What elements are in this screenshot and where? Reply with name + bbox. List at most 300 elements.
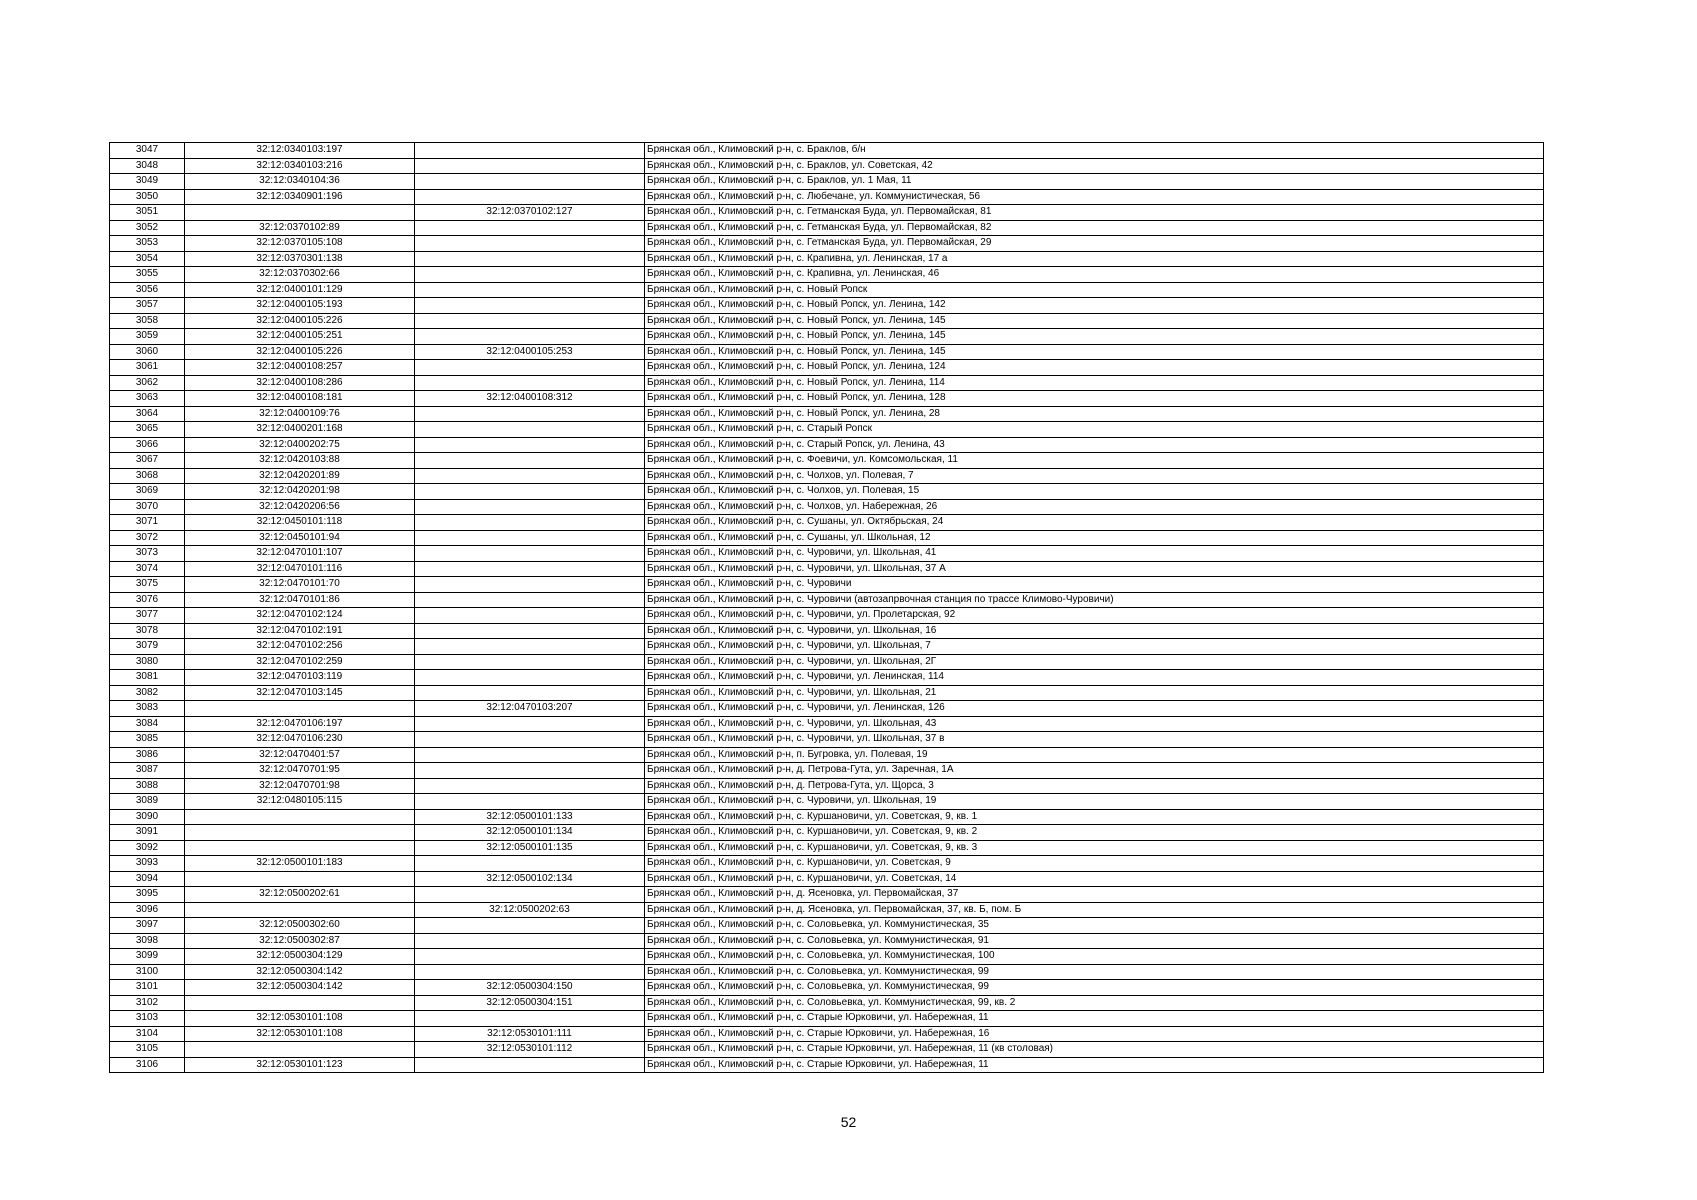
table-row (110, 515, 1544, 531)
address-cell: Брянская обл., Климовский р-н, с. Новый Ропск, ул. Ленина, 114 (645, 375, 1544, 391)
address-cell: Брянская обл., Климовский р-н, с. Чолхов, ул. Полевая, 15 (645, 484, 1544, 500)
cadastral-number-cell: 32:12:0470101:86 (185, 592, 415, 608)
row-number-cell: 3055 (110, 267, 185, 283)
address-cell: Брянская обл., Климовский р-н, с. Гетманская Буда, ул. Первомайская, 82 (645, 220, 1544, 236)
address-cell: Брянская обл., Климовский р-н, с. Соловьевка, ул. Коммунистическая, 100 (645, 949, 1544, 965)
row-number-cell: 3062 (110, 375, 185, 391)
address-cell: Брянская обл., Климовский р-н, с. Фоевичи, ул. Комсомольская, 11 (645, 453, 1544, 469)
row-number-cell: 3099 (110, 949, 185, 965)
table-row (110, 375, 1544, 391)
table-row (110, 732, 1544, 748)
table-row (110, 747, 1544, 763)
related-cadastral-number-cell (415, 639, 645, 655)
table-row (110, 639, 1544, 655)
address-cell: Брянская обл., Климовский р-н, с. Новый Ропск, ул. Ленина, 124 (645, 360, 1544, 376)
table-row (110, 143, 1544, 159)
cadastral-number-cell: 32:12:0400108:286 (185, 375, 415, 391)
related-cadastral-number-cell: 32:12:0500101:133 (415, 809, 645, 825)
cadastral-number-cell: 32:12:0470701:98 (185, 778, 415, 794)
related-cadastral-number-cell (415, 484, 645, 500)
related-cadastral-number-cell (415, 453, 645, 469)
row-number-cell: 3053 (110, 236, 185, 252)
cadastral-number-cell: 32:12:0450101:118 (185, 515, 415, 531)
related-cadastral-number-cell: 32:12:0400105:253 (415, 344, 645, 360)
address-cell: Брянская обл., Климовский р-н, с. Старый Ропск (645, 422, 1544, 438)
related-cadastral-number-cell (415, 716, 645, 732)
table-row (110, 406, 1544, 422)
table-row (110, 871, 1544, 887)
row-number-cell: 3070 (110, 499, 185, 515)
cadastral-number-cell (185, 205, 415, 221)
table-row (110, 763, 1544, 779)
address-cell: Брянская обл., Климовский р-н, с. Чуровичи, ул. Школьная, 16 (645, 623, 1544, 639)
address-cell: Брянская обл., Климовский р-н, п. Бугровка, ул. Полевая, 19 (645, 747, 1544, 763)
cadastral-number-cell (185, 825, 415, 841)
row-number-cell: 3071 (110, 515, 185, 531)
table-row (110, 499, 1544, 515)
row-number-cell: 3054 (110, 251, 185, 267)
related-cadastral-number-cell: 32:12:0530101:111 (415, 1026, 645, 1042)
table-row (110, 484, 1544, 500)
table-row (110, 174, 1544, 190)
address-cell: Брянская обл., Климовский р-н, с. Сушаны, ул. Школьная, 12 (645, 530, 1544, 546)
table-row (110, 1042, 1544, 1058)
table-row (110, 840, 1544, 856)
row-number-cell: 3051 (110, 205, 185, 221)
related-cadastral-number-cell (415, 685, 645, 701)
address-cell: Брянская обл., Климовский р-н, с. Соловьевка, ул. Коммунистическая, 99 (645, 964, 1544, 980)
cadastral-number-cell: 32:12:0470101:107 (185, 546, 415, 562)
related-cadastral-number-cell (415, 360, 645, 376)
row-number-cell: 3105 (110, 1042, 185, 1058)
related-cadastral-number-cell (415, 298, 645, 314)
address-cell: Брянская обл., Климовский р-н, с. Новый Ропск, ул. Ленина, 145 (645, 313, 1544, 329)
address-cell: Брянская обл., Климовский р-н, с. Чуровичи (645, 577, 1544, 593)
address-cell: Брянская обл., Климовский р-н, с. Соловьевка, ул. Коммунистическая, 35 (645, 918, 1544, 934)
cadastral-number-cell: 32:12:0470106:230 (185, 732, 415, 748)
row-number-cell: 3082 (110, 685, 185, 701)
cadastral-number-cell: 32:12:0340104:36 (185, 174, 415, 190)
related-cadastral-number-cell (415, 747, 645, 763)
address-cell: Брянская обл., Климовский р-н, с. Новый Ропск, ул. Ленина, 128 (645, 391, 1544, 407)
cadastral-number-cell: 32:12:0420206:56 (185, 499, 415, 515)
row-number-cell: 3064 (110, 406, 185, 422)
related-cadastral-number-cell: 32:12:0500304:150 (415, 980, 645, 996)
cadastral-number-cell: 32:12:0470102:124 (185, 608, 415, 624)
related-cadastral-number-cell (415, 329, 645, 345)
related-cadastral-number-cell (415, 251, 645, 267)
table-row (110, 468, 1544, 484)
table-row (110, 453, 1544, 469)
row-number-cell: 3069 (110, 484, 185, 500)
related-cadastral-number-cell: 32:12:0500202:63 (415, 902, 645, 918)
address-cell: Брянская обл., Климовский р-н, с. Браклов, ул. Советская, 42 (645, 158, 1544, 174)
row-number-cell: 3050 (110, 189, 185, 205)
address-cell: Брянская обл., Климовский р-н, с. Гетманская Буда, ул. Первомайская, 81 (645, 205, 1544, 221)
row-number-cell: 3096 (110, 902, 185, 918)
address-cell: Брянская обл., Климовский р-н, д. Ясеновка, ул. Первомайская, 37, кв. Б, пом. Б (645, 902, 1544, 918)
address-cell: Брянская обл., Климовский р-н, с. Чуровичи, ул. Школьная, 19 (645, 794, 1544, 810)
table-row (110, 933, 1544, 949)
row-number-cell: 3077 (110, 608, 185, 624)
table-row (110, 267, 1544, 283)
cadastral-number-cell: 32:12:0400108:181 (185, 391, 415, 407)
row-number-cell: 3078 (110, 623, 185, 639)
row-number-cell: 3095 (110, 887, 185, 903)
row-number-cell: 3056 (110, 282, 185, 298)
cadastral-number-cell: 32:12:0470102:259 (185, 654, 415, 670)
address-cell: Брянская обл., Климовский р-н, с. Сушаны, ул. Октябрьская, 24 (645, 515, 1544, 531)
row-number-cell: 3059 (110, 329, 185, 345)
table-row (110, 158, 1544, 174)
row-number-cell: 3087 (110, 763, 185, 779)
table-row (110, 220, 1544, 236)
cadastral-number-cell: 32:12:0370301:138 (185, 251, 415, 267)
table-row (110, 189, 1544, 205)
row-number-cell: 3089 (110, 794, 185, 810)
table-row (110, 623, 1544, 639)
related-cadastral-number-cell (415, 189, 645, 205)
cadastral-number-cell: 32:12:0500101:183 (185, 856, 415, 872)
row-number-cell: 3081 (110, 670, 185, 686)
cadastral-number-cell: 32:12:0340103:216 (185, 158, 415, 174)
cadastral-number-cell: 32:12:0470101:70 (185, 577, 415, 593)
cadastral-number-cell: 32:12:0420103:88 (185, 453, 415, 469)
row-number-cell: 3092 (110, 840, 185, 856)
table-row (110, 918, 1544, 934)
address-cell: Брянская обл., Климовский р-н, с. Чуровичи, ул. Пролетарская, 92 (645, 608, 1544, 624)
related-cadastral-number-cell (415, 1057, 645, 1073)
cadastral-number-cell: 32:12:0530101:123 (185, 1057, 415, 1073)
related-cadastral-number-cell: 32:12:0500304:151 (415, 995, 645, 1011)
row-number-cell: 3091 (110, 825, 185, 841)
related-cadastral-number-cell (415, 949, 645, 965)
table-row (110, 670, 1544, 686)
address-cell: Брянская обл., Климовский р-н, с. Новый Ропск, ул. Ленина, 145 (645, 329, 1544, 345)
related-cadastral-number-cell (415, 577, 645, 593)
related-cadastral-number-cell: 32:12:0530101:112 (415, 1042, 645, 1058)
related-cadastral-number-cell (415, 267, 645, 283)
row-number-cell: 3103 (110, 1011, 185, 1027)
table-row (110, 391, 1544, 407)
related-cadastral-number-cell (415, 282, 645, 298)
cadastral-number-cell: 32:12:0420201:89 (185, 468, 415, 484)
row-number-cell: 3058 (110, 313, 185, 329)
row-number-cell: 3100 (110, 964, 185, 980)
address-cell: Брянская обл., Климовский р-н, с. Соловьевка, ул. Коммунистическая, 99, кв. 2 (645, 995, 1544, 1011)
address-cell: Брянская обл., Климовский р-н, с. Новый Ропск (645, 282, 1544, 298)
row-number-cell: 3067 (110, 453, 185, 469)
address-cell: Брянская обл., Климовский р-н, д. Петрова-Гута, ул. Щорса, 3 (645, 778, 1544, 794)
address-cell: Брянская обл., Климовский р-н, с. Новый Ропск, ул. Ленина, 142 (645, 298, 1544, 314)
row-number-cell: 3098 (110, 933, 185, 949)
row-number-cell: 3075 (110, 577, 185, 593)
related-cadastral-number-cell: 32:12:0500101:135 (415, 840, 645, 856)
cadastral-number-cell: 32:12:0400105:193 (185, 298, 415, 314)
row-number-cell: 3104 (110, 1026, 185, 1042)
related-cadastral-number-cell: 32:12:0500101:134 (415, 825, 645, 841)
cadastral-number-cell (185, 701, 415, 717)
address-cell: Брянская обл., Климовский р-н, с. Куршановичи, ул. Советская, 9, кв. 2 (645, 825, 1544, 841)
row-number-cell: 3101 (110, 980, 185, 996)
address-cell: Брянская обл., Климовский р-н, д. Ясеновка, ул. Первомайская, 37 (645, 887, 1544, 903)
table-row (110, 360, 1544, 376)
table-row (110, 546, 1544, 562)
cadastral-number-cell: 32:12:0400109:76 (185, 406, 415, 422)
address-cell: Брянская обл., Климовский р-н, с. Чолхов, ул. Набережная, 26 (645, 499, 1544, 515)
related-cadastral-number-cell (415, 546, 645, 562)
row-number-cell: 3048 (110, 158, 185, 174)
address-cell: Брянская обл., Климовский р-н, с. Куршановичи, ул. Советская, 9 (645, 856, 1544, 872)
table-row (110, 251, 1544, 267)
cadastral-table (109, 142, 1544, 1073)
row-number-cell: 3060 (110, 344, 185, 360)
related-cadastral-number-cell (415, 236, 645, 252)
cadastral-number-cell: 32:12:0470103:119 (185, 670, 415, 686)
table-row (110, 654, 1544, 670)
related-cadastral-number-cell (415, 499, 645, 515)
address-cell: Брянская обл., Климовский р-н, с. Чуровичи, ул. Школьная, 7 (645, 639, 1544, 655)
table-row (110, 825, 1544, 841)
cadastral-number-cell: 32:12:0470101:116 (185, 561, 415, 577)
address-cell: Брянская обл., Климовский р-н, с. Новый Ропск, ул. Ленина, 145 (645, 344, 1544, 360)
table-row (110, 592, 1544, 608)
cadastral-number-cell (185, 809, 415, 825)
row-number-cell: 3094 (110, 871, 185, 887)
cadastral-number-cell: 32:12:0400105:226 (185, 344, 415, 360)
page-number: 52 (840, 1114, 857, 1130)
table-row (110, 422, 1544, 438)
address-cell: Брянская обл., Климовский р-н, с. Крапивна, ул. Ленинская, 17 а (645, 251, 1544, 267)
cadastral-number-cell: 32:12:0480105:115 (185, 794, 415, 810)
address-cell: Брянская обл., Климовский р-н, с. Гетманская Буда, ул. Первомайская, 29 (645, 236, 1544, 252)
row-number-cell: 3052 (110, 220, 185, 236)
row-number-cell: 3090 (110, 809, 185, 825)
address-cell: Брянская обл., Климовский р-н, с. Куршановичи, ул. Советская, 9, кв. 3 (645, 840, 1544, 856)
related-cadastral-number-cell: 32:12:0400108:312 (415, 391, 645, 407)
table-row (110, 329, 1544, 345)
table-row (110, 205, 1544, 221)
address-cell: Брянская обл., Климовский р-н, с. Старые Юрковичи, ул. Набережная, 11 (645, 1011, 1544, 1027)
related-cadastral-number-cell (415, 918, 645, 934)
table-row (110, 949, 1544, 965)
table-row (110, 685, 1544, 701)
table-row (110, 809, 1544, 825)
row-number-cell: 3049 (110, 174, 185, 190)
row-number-cell: 3073 (110, 546, 185, 562)
cadastral-number-cell: 32:12:0470701:95 (185, 763, 415, 779)
table-row (110, 964, 1544, 980)
table-row (110, 282, 1544, 298)
related-cadastral-number-cell (415, 406, 645, 422)
related-cadastral-number-cell (415, 608, 645, 624)
row-number-cell: 3068 (110, 468, 185, 484)
table-row (110, 980, 1544, 996)
row-number-cell: 3093 (110, 856, 185, 872)
table-row (110, 1057, 1544, 1073)
address-cell: Брянская обл., Климовский р-н, с. Старые Юрковичи, ул. Набережная, 11 (кв столовая) (645, 1042, 1544, 1058)
related-cadastral-number-cell (415, 220, 645, 236)
table-row (110, 716, 1544, 732)
address-cell: Брянская обл., Климовский р-н, с. Крапивна, ул. Ленинская, 46 (645, 267, 1544, 283)
address-cell: Брянская обл., Климовский р-н, с. Чуровичи, ул. Школьная, 37 А (645, 561, 1544, 577)
related-cadastral-number-cell (415, 670, 645, 686)
related-cadastral-number-cell: 32:12:0500102:134 (415, 871, 645, 887)
address-cell: Брянская обл., Климовский р-н, с. Чуровичи, ул. Школьная, 37 в (645, 732, 1544, 748)
row-number-cell: 3072 (110, 530, 185, 546)
cadastral-number-cell: 32:12:0470106:197 (185, 716, 415, 732)
address-cell: Брянская обл., Климовский р-н, с. Чуровичи, ул. Школьная, 2Г (645, 654, 1544, 670)
related-cadastral-number-cell (415, 933, 645, 949)
address-cell: Брянская обл., Климовский р-н, с. Чуровичи, ул. Ленинская, 126 (645, 701, 1544, 717)
table-row (110, 778, 1544, 794)
row-number-cell: 3097 (110, 918, 185, 934)
related-cadastral-number-cell (415, 530, 645, 546)
address-cell: Брянская обл., Климовский р-н, с. Чуровичи, ул. Ленинская, 114 (645, 670, 1544, 686)
address-cell: Брянская обл., Климовский р-н, с. Чуровичи, ул. Школьная, 41 (645, 546, 1544, 562)
cadastral-number-cell: 32:12:0400105:251 (185, 329, 415, 345)
table-row (110, 1011, 1544, 1027)
related-cadastral-number-cell (415, 592, 645, 608)
cadastral-number-cell: 32:12:0530101:108 (185, 1011, 415, 1027)
row-number-cell: 3106 (110, 1057, 185, 1073)
table-row (110, 995, 1544, 1011)
related-cadastral-number-cell (415, 794, 645, 810)
address-cell: Брянская обл., Климовский р-н, с. Чолхов, ул. Полевая, 7 (645, 468, 1544, 484)
cadastral-number-cell: 32:12:0500302:87 (185, 933, 415, 949)
row-number-cell: 3079 (110, 639, 185, 655)
cadastral-number-cell (185, 902, 415, 918)
address-cell: Брянская обл., Климовский р-н, с. Куршановичи, ул. Советская, 9, кв. 1 (645, 809, 1544, 825)
table-body (110, 143, 1544, 1073)
address-cell: Брянская обл., Климовский р-н, с. Старый Ропск, ул. Ленина, 43 (645, 437, 1544, 453)
address-cell: Брянская обл., Климовский р-н, с. Куршановичи, ул. Советская, 14 (645, 871, 1544, 887)
related-cadastral-number-cell (415, 174, 645, 190)
cadastral-number-cell: 32:12:0450101:94 (185, 530, 415, 546)
row-number-cell: 3047 (110, 143, 185, 159)
address-cell: Брянская обл., Климовский р-н, с. Старые Юрковичи, ул. Набережная, 11 (645, 1057, 1544, 1073)
cadastral-number-cell: 32:12:0470103:145 (185, 685, 415, 701)
related-cadastral-number-cell (415, 654, 645, 670)
cadastral-number-cell: 32:12:0500202:61 (185, 887, 415, 903)
address-cell: Брянская обл., Климовский р-н, с. Чуровичи, ул. Школьная, 21 (645, 685, 1544, 701)
row-number-cell: 3102 (110, 995, 185, 1011)
cadastral-number-cell: 32:12:0500304:142 (185, 980, 415, 996)
cadastral-number-cell: 32:12:0470102:256 (185, 639, 415, 655)
row-number-cell: 3063 (110, 391, 185, 407)
cadastral-number-cell (185, 995, 415, 1011)
address-cell: Брянская обл., Климовский р-н, с. Браклов, б/н (645, 143, 1544, 159)
row-number-cell: 3080 (110, 654, 185, 670)
table-row (110, 530, 1544, 546)
table-row (110, 608, 1544, 624)
address-cell: Брянская обл., Климовский р-н, д. Петрова-Гута, ул. Заречная, 1А (645, 763, 1544, 779)
table-row (110, 561, 1544, 577)
table-row (110, 902, 1544, 918)
related-cadastral-number-cell (415, 468, 645, 484)
related-cadastral-number-cell (415, 887, 645, 903)
address-cell: Брянская обл., Климовский р-н, с. Браклов, ул. 1 Мая, 11 (645, 174, 1544, 190)
address-cell: Брянская обл., Климовский р-н, с. Старые Юрковичи, ул. Набережная, 16 (645, 1026, 1544, 1042)
related-cadastral-number-cell: 32:12:0470103:207 (415, 701, 645, 717)
related-cadastral-number-cell (415, 763, 645, 779)
related-cadastral-number-cell (415, 313, 645, 329)
row-number-cell: 3061 (110, 360, 185, 376)
cadastral-number-cell: 32:12:0400201:168 (185, 422, 415, 438)
cadastral-number-cell: 32:12:0420201:98 (185, 484, 415, 500)
cadastral-number-cell (185, 1042, 415, 1058)
table-row (110, 701, 1544, 717)
cadastral-number-cell: 32:12:0470102:191 (185, 623, 415, 639)
cadastral-number-cell: 32:12:0370105:108 (185, 236, 415, 252)
table-row (110, 577, 1544, 593)
related-cadastral-number-cell: 32:12:0370102:127 (415, 205, 645, 221)
cadastral-number-cell: 32:12:0530101:108 (185, 1026, 415, 1042)
table-row (110, 794, 1544, 810)
address-cell: Брянская обл., Климовский р-н, с. Соловьевка, ул. Коммунистическая, 91 (645, 933, 1544, 949)
cadastral-number-cell: 32:12:0400105:226 (185, 313, 415, 329)
address-cell: Брянская обл., Климовский р-н, с. Любечане, ул. Коммунистическая, 56 (645, 189, 1544, 205)
cadastral-number-cell (185, 871, 415, 887)
cadastral-number-cell: 32:12:0370302:66 (185, 267, 415, 283)
table-row (110, 1026, 1544, 1042)
related-cadastral-number-cell (415, 1011, 645, 1027)
cadastral-number-cell: 32:12:0400101:129 (185, 282, 415, 298)
related-cadastral-number-cell (415, 437, 645, 453)
related-cadastral-number-cell (415, 623, 645, 639)
cadastral-number-cell: 32:12:0470401:57 (185, 747, 415, 763)
row-number-cell: 3065 (110, 422, 185, 438)
related-cadastral-number-cell (415, 422, 645, 438)
related-cadastral-number-cell (415, 515, 645, 531)
related-cadastral-number-cell (415, 732, 645, 748)
related-cadastral-number-cell (415, 856, 645, 872)
table-row (110, 313, 1544, 329)
cadastral-number-cell: 32:12:0400202:75 (185, 437, 415, 453)
address-cell: Брянская обл., Климовский р-н, с. Новый Ропск, ул. Ленина, 28 (645, 406, 1544, 422)
address-cell: Брянская обл., Климовский р-н, с. Чуровичи (автозапрвочная станция по трассе Климово-Чуровичи) (645, 592, 1544, 608)
row-number-cell: 3086 (110, 747, 185, 763)
table-row (110, 344, 1544, 360)
cadastral-number-cell: 32:12:0340103:197 (185, 143, 415, 159)
related-cadastral-number-cell (415, 964, 645, 980)
table-row (110, 437, 1544, 453)
cadastral-number-cell: 32:12:0500304:142 (185, 964, 415, 980)
row-number-cell: 3085 (110, 732, 185, 748)
related-cadastral-number-cell (415, 561, 645, 577)
table-row (110, 887, 1544, 903)
cadastral-number-cell: 32:12:0340901:196 (185, 189, 415, 205)
related-cadastral-number-cell (415, 375, 645, 391)
related-cadastral-number-cell (415, 158, 645, 174)
row-number-cell: 3074 (110, 561, 185, 577)
cadastral-number-cell (185, 840, 415, 856)
table-row (110, 298, 1544, 314)
related-cadastral-number-cell (415, 143, 645, 159)
cadastral-number-cell: 32:12:0370102:89 (185, 220, 415, 236)
row-number-cell: 3083 (110, 701, 185, 717)
cadastral-number-cell: 32:12:0500304:129 (185, 949, 415, 965)
address-cell: Брянская обл., Климовский р-н, с. Соловьевка, ул. Коммунистическая, 99 (645, 980, 1544, 996)
row-number-cell: 3076 (110, 592, 185, 608)
cadastral-number-cell: 32:12:0400108:257 (185, 360, 415, 376)
row-number-cell: 3057 (110, 298, 185, 314)
row-number-cell: 3088 (110, 778, 185, 794)
table-row (110, 856, 1544, 872)
row-number-cell: 3084 (110, 716, 185, 732)
address-cell: Брянская обл., Климовский р-н, с. Чуровичи, ул. Школьная, 43 (645, 716, 1544, 732)
row-number-cell: 3066 (110, 437, 185, 453)
